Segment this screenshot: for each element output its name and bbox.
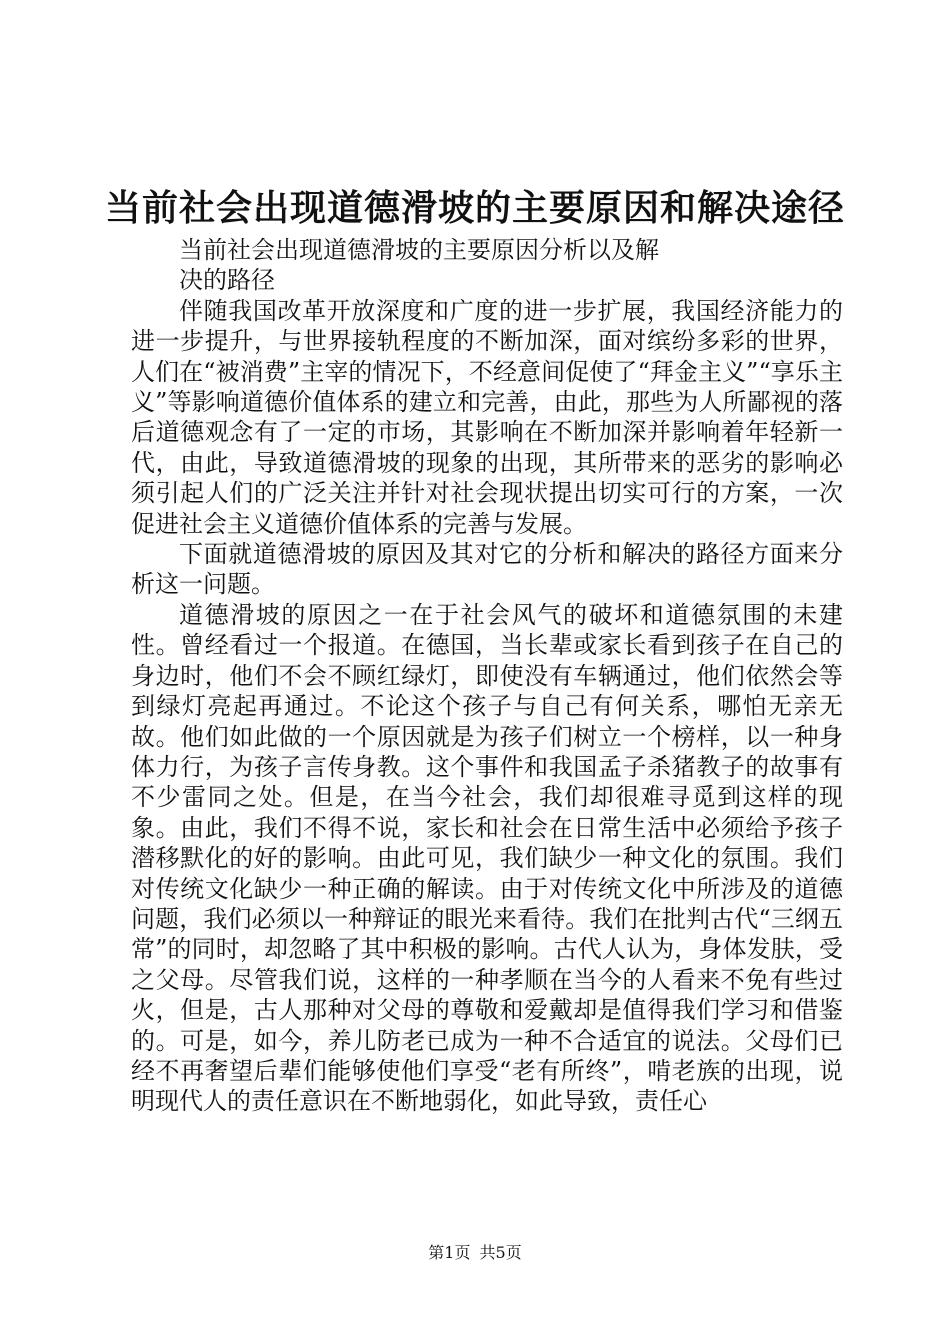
paragraph-intro: 伴随我国改革开放深度和广度的进一步扩展，我国经济能力的进一步提升，与世界接轨程度的不断加深，面对缤纷多彩的世界，人们在“被消费”主宰的情况下，不经意间促使了“拜金主义”“享乐主义”等影响道德价值体系的建立和完善，由此，那些为人所鄙视的落后道德观念有了一定的市场，其影响在不断加深并影响着年轻新一代，由此，导致道德滑坡的现象的出现，其所带来的恶劣的影响必须引起人们的广泛关注并针对社会现状提出切实可行的方案，一次促进社会主义道德价值体系的完善与发展。 (131, 296, 843, 538)
page-total: 共5页 (479, 1243, 522, 1262)
page-number: 第1页 (428, 1243, 471, 1262)
document-subtitle: 当前社会出现道德滑坡的主要原因分析以及解决的路径 (179, 236, 659, 295)
document-title: 当前社会出现道德滑坡的主要原因和解决途径 (104, 188, 845, 229)
paragraph-cause-one: 道德滑坡的原因之一在于社会风气的破坏和道德氛围的未建性。曾经看过一个报道。在德国，当长辈或家长看到孩子在自己的身边时，他们不会不顾红绿灯，即使没有车辆通过，他们依然会等到绿灯亮起再通过。不论这个孩子与自己有何关系，哪怕无亲无故。他们如此做的一个原因就是为孩子们树立一个榜样，以一种身体力行，为孩子言传身教。这个事件和我国孟子杀猪教子的故事有不少雷同之处。但是，在当今社会，我们却很难寻觅到这样的现象。由此，我们不得不说，家长和社会在日常生活中必须给予孩子潜移默化的好的影响。由此可见，我们缺少一种文化的氛围。我们对传统文化缺少一种正确的解读。由于对传统文化中所涉及的道德问题，我们必须以一种辩证的眼光来看待。我们在批判古代“三纲五常”的同时，却忽略了其中积极的影响。古代人认为，身体发肤，受之父母。尽管我们说，这样的一种孝顺在当今的人看来不免有些过火，但是，古人那种对父母的尊敬和爱戴却是值得我们学习和借鉴的。可是，如今，养儿防老已成为一种不合适宜的说法。父母们已经不再奢望后辈们能够使他们享受“老有所终”，啃老族的出现，说明现代人的责任意识在不断地弱化，如此导致，责任心 (131, 600, 843, 1116)
page-footer (0, 1242, 950, 1264)
document-body (131, 235, 843, 1117)
paragraph-transition: 下面就道德滑坡的原因及其对它的分析和解决的路径方面来分析这一问题。 (131, 540, 843, 599)
